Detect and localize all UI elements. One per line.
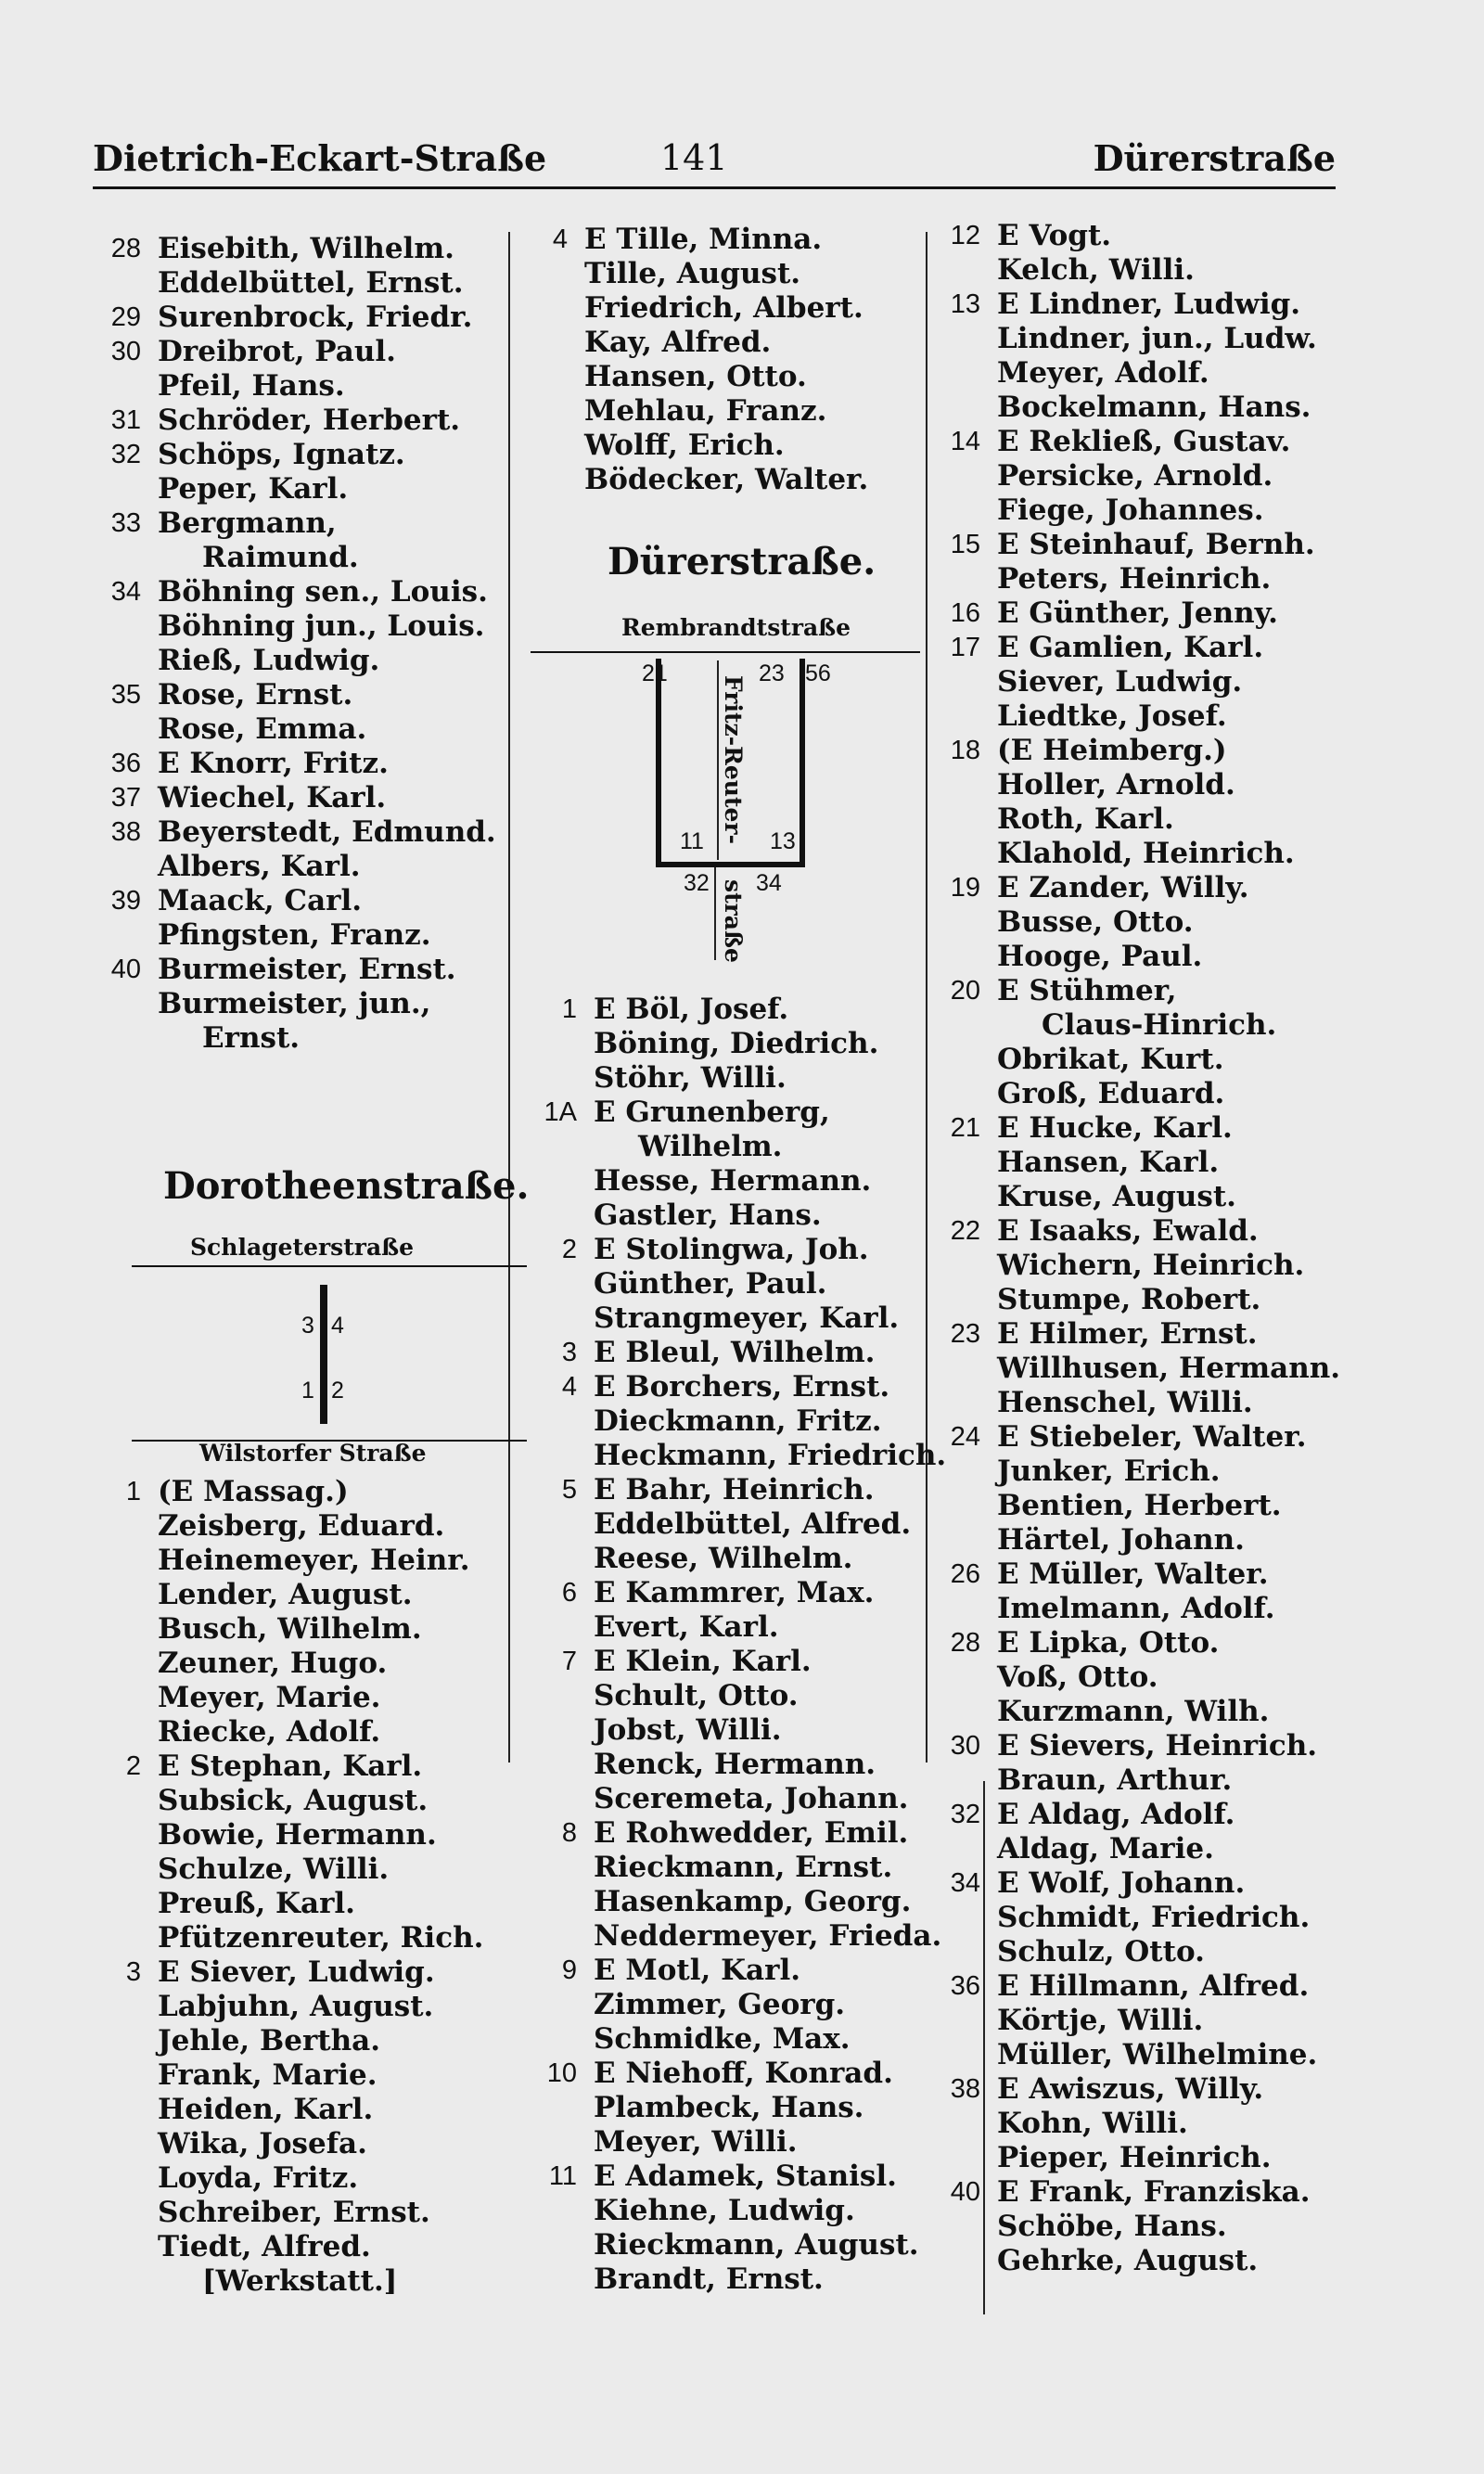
resident-name: Eddelbüttel, Alfred. [594, 1507, 912, 1541]
resident-name: Rieckmann, Ernst. [594, 1851, 893, 1884]
resident-name: Hasenkamp, Georg. [594, 1885, 912, 1918]
house-number: 31 [110, 405, 141, 435]
house-number: 26 [950, 1559, 980, 1589]
resident-name: Wolff, Erich. [584, 429, 785, 462]
resident-name: (E Heimberg.) [997, 734, 1227, 767]
resident-name: Surenbrock, Friedr. [158, 301, 473, 334]
house-number: 33 [110, 508, 141, 538]
resident-name: Fiege, Johannes. [997, 494, 1264, 527]
resident-name: E Hillmann, Alfred. [997, 1969, 1310, 2003]
house-number-34: 34 [756, 870, 782, 896]
house-number: 28 [950, 1628, 980, 1658]
resident-name: Heiden, Karl. [158, 2093, 374, 2126]
resident-name: E Siever, Ludwig. [158, 1955, 435, 1989]
resident-name: Renck, Hermann. [594, 1748, 876, 1781]
house-number: 7 [561, 1647, 577, 1676]
house-number: 22 [950, 1216, 980, 1246]
resident-name: Beyerstedt, Edmund. [158, 815, 496, 849]
resident-name: E Stephan, Karl. [158, 1750, 423, 1783]
resident-name: Zeuner, Hugo. [158, 1647, 388, 1680]
resident-name: Böhning jun., Louis. [158, 609, 485, 643]
resident-name: Böhning sen., Louis. [158, 575, 488, 609]
resident-name: Riecke, Adolf. [158, 1715, 381, 1749]
resident-name: Dieckmann, Fritz. [594, 1404, 882, 1438]
resident-name: E Awiszus, Willy. [997, 2072, 1264, 2106]
house-number: 30 [110, 337, 141, 366]
resident-name: Schult, Otto. [594, 1679, 799, 1712]
house-number-right-bottom: 2 [331, 1378, 344, 1404]
resident-name: Hansen, Karl. [997, 1146, 1220, 1179]
resident-name: Gastler, Hans. [594, 1199, 822, 1232]
resident-name: E Motl, Karl. [594, 1954, 801, 1987]
house-number: 8 [561, 1818, 577, 1848]
resident-name: Labjuhn, August. [158, 1990, 434, 2023]
house-number-left-bottom: 1 [301, 1378, 314, 1404]
house-number: 17 [950, 633, 980, 662]
resident-name: Wiechel, Karl. [158, 781, 387, 814]
resident-name: Lindner, jun., Ludw. [997, 322, 1317, 355]
house-number-11: 11 [680, 828, 704, 854]
resident-name: Schröder, Herbert. [158, 404, 461, 437]
resident-name: Rose, Ernst. [158, 678, 353, 711]
resident-name: Kohn, Willi. [997, 2107, 1188, 2140]
resident-name: Härtel, Johann. [997, 1523, 1245, 1557]
header-rule [93, 186, 1336, 189]
house-number: 14 [950, 427, 980, 456]
resident-name: Bowie, Hermann. [158, 1818, 437, 1852]
resident-name: Junker, Erich. [997, 1455, 1221, 1488]
cross-street-rembrandt-line [531, 651, 920, 653]
resident-name: Tille, August. [584, 257, 801, 290]
running-header-right: Dürerstraße [1093, 137, 1336, 179]
resident-name: Friedrich, Albert. [584, 291, 864, 325]
resident-name: E Niehoff, Konrad. [594, 2057, 893, 2090]
street-title-duererstrasse: Dürerstraße. [608, 540, 876, 583]
page-number: 141 [660, 137, 728, 178]
street-right-edge [800, 659, 805, 867]
house-number: 18 [950, 736, 980, 765]
resident-name: Wilhelm. [638, 1130, 783, 1163]
resident-name: Bergmann, [158, 506, 337, 540]
resident-name: Bödecker, Walter. [584, 463, 869, 496]
resident-name: Ernst. [202, 1021, 301, 1055]
house-number: 34 [110, 577, 141, 607]
resident-name: Tiedt, Alfred. [158, 2230, 371, 2263]
resident-name: (E Massag.) [158, 1475, 349, 1508]
street-title-dorotheenstrasse: Dorotheenstraße. [163, 1164, 530, 1208]
resident-name: Kelch, Willi. [997, 253, 1195, 287]
resident-name: Subsick, August. [158, 1784, 429, 1817]
resident-name: E Wolf, Johann. [997, 1866, 1246, 1900]
resident-name: E Rohwedder, Emil. [594, 1816, 909, 1850]
house-number: 38 [110, 817, 141, 847]
house-number: 36 [950, 1971, 980, 2001]
resident-name: Günther, Paul. [594, 1267, 827, 1301]
resident-name: Burmeister, jun., [158, 987, 431, 1020]
resident-name: Zimmer, Georg. [594, 1988, 846, 2021]
resident-name: Bentien, Herbert. [997, 1489, 1282, 1522]
house-number: 19 [950, 873, 980, 903]
resident-name: Imelmann, Adolf. [997, 1592, 1275, 1625]
side-street-line-a [717, 660, 719, 860]
house-number: 12 [950, 221, 980, 250]
house-number: 1 [125, 1477, 141, 1506]
house-number: 34 [950, 1868, 980, 1898]
resident-name: Pfützenreuter, Rich. [158, 1921, 484, 1955]
cross-street-top-line [132, 1265, 527, 1267]
resident-name: Loyda, Fritz. [158, 2161, 359, 2195]
resident-name: Heckmann, Friedrich. [594, 1439, 947, 1472]
resident-name: [Werkstatt.] [202, 2264, 398, 2298]
resident-name: E Bleul, Wilhelm. [594, 1336, 876, 1369]
resident-name: Braun, Arthur. [997, 1763, 1233, 1797]
resident-name: E Zander, Willy. [997, 871, 1249, 904]
resident-name: Meyer, Willi. [594, 2125, 798, 2159]
house-number: 2 [125, 1751, 141, 1781]
house-number-21: 21 [642, 660, 668, 686]
resident-name: E Vogt. [997, 219, 1112, 252]
resident-name: Müller, Wilhelmine. [997, 2038, 1318, 2071]
resident-name: Eddelbüttel, Ernst. [158, 266, 464, 300]
resident-name: Pfingsten, Franz. [158, 918, 431, 952]
resident-name: Bockelmann, Hans. [997, 391, 1311, 424]
resident-name: E Kammrer, Max. [594, 1576, 875, 1609]
resident-name: E Borchers, Ernst. [594, 1370, 890, 1404]
house-number: 2 [561, 1235, 577, 1264]
resident-name: Schmidke, Max. [594, 2022, 851, 2056]
resident-name: E Hilmer, Ernst. [997, 1317, 1258, 1351]
resident-name: E Bahr, Heinrich. [594, 1473, 875, 1506]
resident-name: E Günther, Jenny. [997, 596, 1278, 630]
street-bottom-edge [656, 862, 805, 867]
resident-name: Wichern, Heinrich. [997, 1249, 1305, 1282]
resident-name: E Grunenberg, [594, 1096, 830, 1129]
house-number: 4 [561, 1372, 577, 1402]
resident-name: E Lindner, Ludwig. [997, 288, 1301, 321]
resident-name: E Knorr, Fritz. [158, 747, 389, 780]
resident-name: Busse, Otto. [997, 905, 1194, 939]
resident-name: Schöbe, Hans. [997, 2210, 1227, 2243]
house-number: 32 [950, 1800, 980, 1829]
resident-name: Schulz, Otto. [997, 1935, 1205, 1968]
resident-name: Rieß, Ludwig. [158, 644, 380, 677]
resident-name: Willhusen, Hermann. [997, 1352, 1341, 1385]
resident-name: E Stiebeler, Walter. [997, 1420, 1307, 1454]
house-number: 24 [950, 1422, 980, 1452]
house-number: 10 [546, 2058, 577, 2088]
resident-name: E Böl, Josef. [594, 993, 789, 1026]
house-number: 9 [561, 1955, 577, 1985]
resident-name: Peper, Karl. [158, 472, 349, 506]
house-number: 16 [950, 598, 980, 628]
street-centerline [320, 1285, 327, 1424]
resident-name: E Sievers, Heinrich. [997, 1729, 1318, 1763]
resident-name: Meyer, Marie. [158, 1681, 381, 1714]
cross-street-rembrandt-label: Rembrandtstraße [621, 614, 851, 641]
resident-name: Obrikat, Kurt. [997, 1043, 1224, 1076]
resident-name: Wika, Josefa. [158, 2127, 367, 2160]
house-number: 1 [561, 994, 577, 1024]
resident-name: Schreiber, Ernst. [158, 2196, 430, 2229]
house-number: 36 [110, 749, 141, 778]
resident-name: Preuß, Karl. [158, 1887, 355, 1920]
resident-name: Reese, Wilhelm. [594, 1542, 853, 1575]
resident-name: Schulze, Willi. [158, 1852, 390, 1886]
house-number-13: 13 [770, 828, 796, 854]
resident-name: Jobst, Willi. [594, 1713, 782, 1747]
house-number-32: 32 [684, 870, 710, 896]
resident-name: Siever, Ludwig. [997, 665, 1243, 699]
resident-name: Groß, Eduard. [997, 1077, 1225, 1110]
side-street-label-fritz-reuter: Fritz-Reuter- [720, 675, 747, 844]
cross-street-top-label: Schlageterstraße [190, 1234, 415, 1261]
resident-name: Hesse, Hermann. [594, 1164, 872, 1198]
column-divider-1 [508, 232, 510, 1763]
resident-name: Aldag, Marie. [997, 1832, 1214, 1865]
house-number: 35 [110, 680, 141, 710]
resident-name: E Adamek, Stanisl. [594, 2160, 897, 2193]
resident-name: Busch, Wilhelm. [158, 1612, 422, 1646]
resident-name: E Isaaks, Ewald. [997, 1214, 1259, 1248]
house-number: 29 [110, 302, 141, 332]
house-number: 20 [950, 976, 980, 1006]
house-number: 11 [548, 2161, 577, 2191]
street-left-edge [656, 659, 661, 867]
house-number: 15 [950, 530, 980, 559]
resident-name: Liedtke, Josef. [997, 699, 1227, 733]
house-number: 13 [950, 289, 980, 319]
resident-name: Neddermeyer, Frieda. [594, 1919, 942, 1953]
house-number: 6 [561, 1578, 577, 1608]
resident-name: Kiehne, Ludwig. [594, 2194, 855, 2227]
resident-name: Kruse, August. [997, 1180, 1236, 1213]
resident-name: Schöps, Ignatz. [158, 438, 405, 471]
resident-name: Heinemeyer, Heinr. [158, 1544, 470, 1577]
house-number-23: 23 [759, 660, 785, 686]
house-number: 38 [950, 2074, 980, 2104]
resident-name: Mehlau, Franz. [584, 394, 827, 428]
resident-name: Kurzmann, Wilh. [997, 1695, 1270, 1728]
house-number: 23 [950, 1319, 980, 1349]
resident-name: Maack, Carl. [158, 884, 363, 917]
resident-name: Voß, Otto. [997, 1660, 1158, 1694]
resident-name: Evert, Karl. [594, 1610, 779, 1644]
resident-name: Claus-Hinrich. [1042, 1008, 1277, 1042]
resident-name: Lender, August. [158, 1578, 413, 1611]
resident-name: E Müller, Walter. [997, 1557, 1269, 1591]
column-divider-2 [926, 232, 928, 1763]
resident-name: Pfeil, Hans. [158, 369, 345, 403]
resident-name: E Rekließ, Gustav. [997, 425, 1291, 458]
house-number: 39 [110, 886, 141, 916]
resident-name: E Steinhauf, Bernh. [997, 528, 1315, 561]
resident-name: Rose, Emma. [158, 712, 367, 746]
resident-name: Plambeck, Hans. [594, 2091, 864, 2124]
house-number-right-top: 4 [331, 1313, 344, 1339]
resident-name: Sceremeta, Johann. [594, 1782, 909, 1815]
house-number: 32 [110, 440, 141, 469]
house-number: 30 [950, 1731, 980, 1761]
house-number: 3 [561, 1338, 577, 1367]
resident-name: Henschel, Willi. [997, 1386, 1253, 1419]
resident-name: Kay, Alfred. [584, 326, 772, 359]
side-street-label-strasse: straße [720, 879, 747, 963]
resident-name: Burmeister, Ernst. [158, 953, 456, 986]
resident-name: E Lipka, Otto. [997, 1626, 1220, 1660]
resident-name: E Hucke, Karl. [997, 1111, 1233, 1145]
resident-name: Dreibrot, Paul. [158, 335, 396, 368]
resident-name: Körtje, Willi. [997, 2004, 1204, 2037]
resident-name: Hansen, Otto. [584, 360, 807, 393]
resident-name: E Gamlien, Karl. [997, 631, 1264, 664]
house-number: 1A [544, 1097, 577, 1127]
house-number: 37 [110, 783, 141, 813]
resident-name: Raimund. [202, 541, 359, 574]
house-number: 40 [950, 2177, 980, 2207]
resident-name: Brandt, Ernst. [594, 2262, 824, 2296]
resident-name: Roth, Karl. [997, 802, 1174, 836]
house-number: 28 [110, 234, 141, 263]
house-number-56: 56 [805, 660, 831, 686]
resident-name: Gehrke, August. [997, 2244, 1259, 2277]
resident-name: Meyer, Adolf. [997, 356, 1209, 390]
cross-street-bottom-label: Wilstorfer Straße [199, 1440, 427, 1467]
resident-name: Eisebith, Wilhelm. [158, 232, 454, 265]
resident-name: Stumpe, Robert. [997, 1283, 1261, 1316]
column-divider-2b [983, 1781, 985, 2314]
resident-name: Jehle, Bertha. [158, 2024, 381, 2057]
resident-name: Frank, Marie. [158, 2058, 377, 2092]
resident-name: Pieper, Heinrich. [997, 2141, 1272, 2174]
resident-name: Böning, Diedrich. [594, 1027, 879, 1060]
resident-name: E Aldag, Adolf. [997, 1798, 1235, 1831]
resident-name: Strangmeyer, Karl. [594, 1301, 900, 1335]
house-number: 5 [561, 1475, 577, 1505]
house-number: 40 [110, 955, 141, 984]
resident-name: Holler, Arnold. [997, 768, 1235, 801]
house-number-left-top: 3 [301, 1313, 314, 1339]
resident-name: Albers, Karl. [158, 850, 361, 883]
running-header-left: Dietrich-Eckart-Straße [93, 137, 547, 179]
resident-name: Peters, Heinrich. [997, 562, 1272, 596]
house-number: 21 [950, 1113, 980, 1143]
resident-name: Klahold, Heinrich. [997, 837, 1295, 870]
resident-name: Persicke, Arnold. [997, 459, 1273, 493]
resident-name: Schmidt, Friedrich. [997, 1901, 1311, 1934]
resident-name: Zeisberg, Eduard. [158, 1509, 445, 1543]
resident-name: E Tille, Minna. [584, 223, 823, 256]
resident-name: E Frank, Franziska. [997, 2175, 1311, 2209]
house-number: 4 [552, 224, 568, 254]
resident-name: Rieckmann, August. [594, 2228, 919, 2262]
resident-name: Hooge, Paul. [997, 940, 1203, 973]
resident-name: E Stolingwa, Joh. [594, 1233, 869, 1266]
resident-name: Stöhr, Willi. [594, 1061, 787, 1095]
house-number: 3 [125, 1957, 141, 1987]
resident-name: E Klein, Karl. [594, 1645, 812, 1678]
resident-name: E Stühmer, [997, 974, 1177, 1007]
side-street-line-b [714, 867, 716, 960]
